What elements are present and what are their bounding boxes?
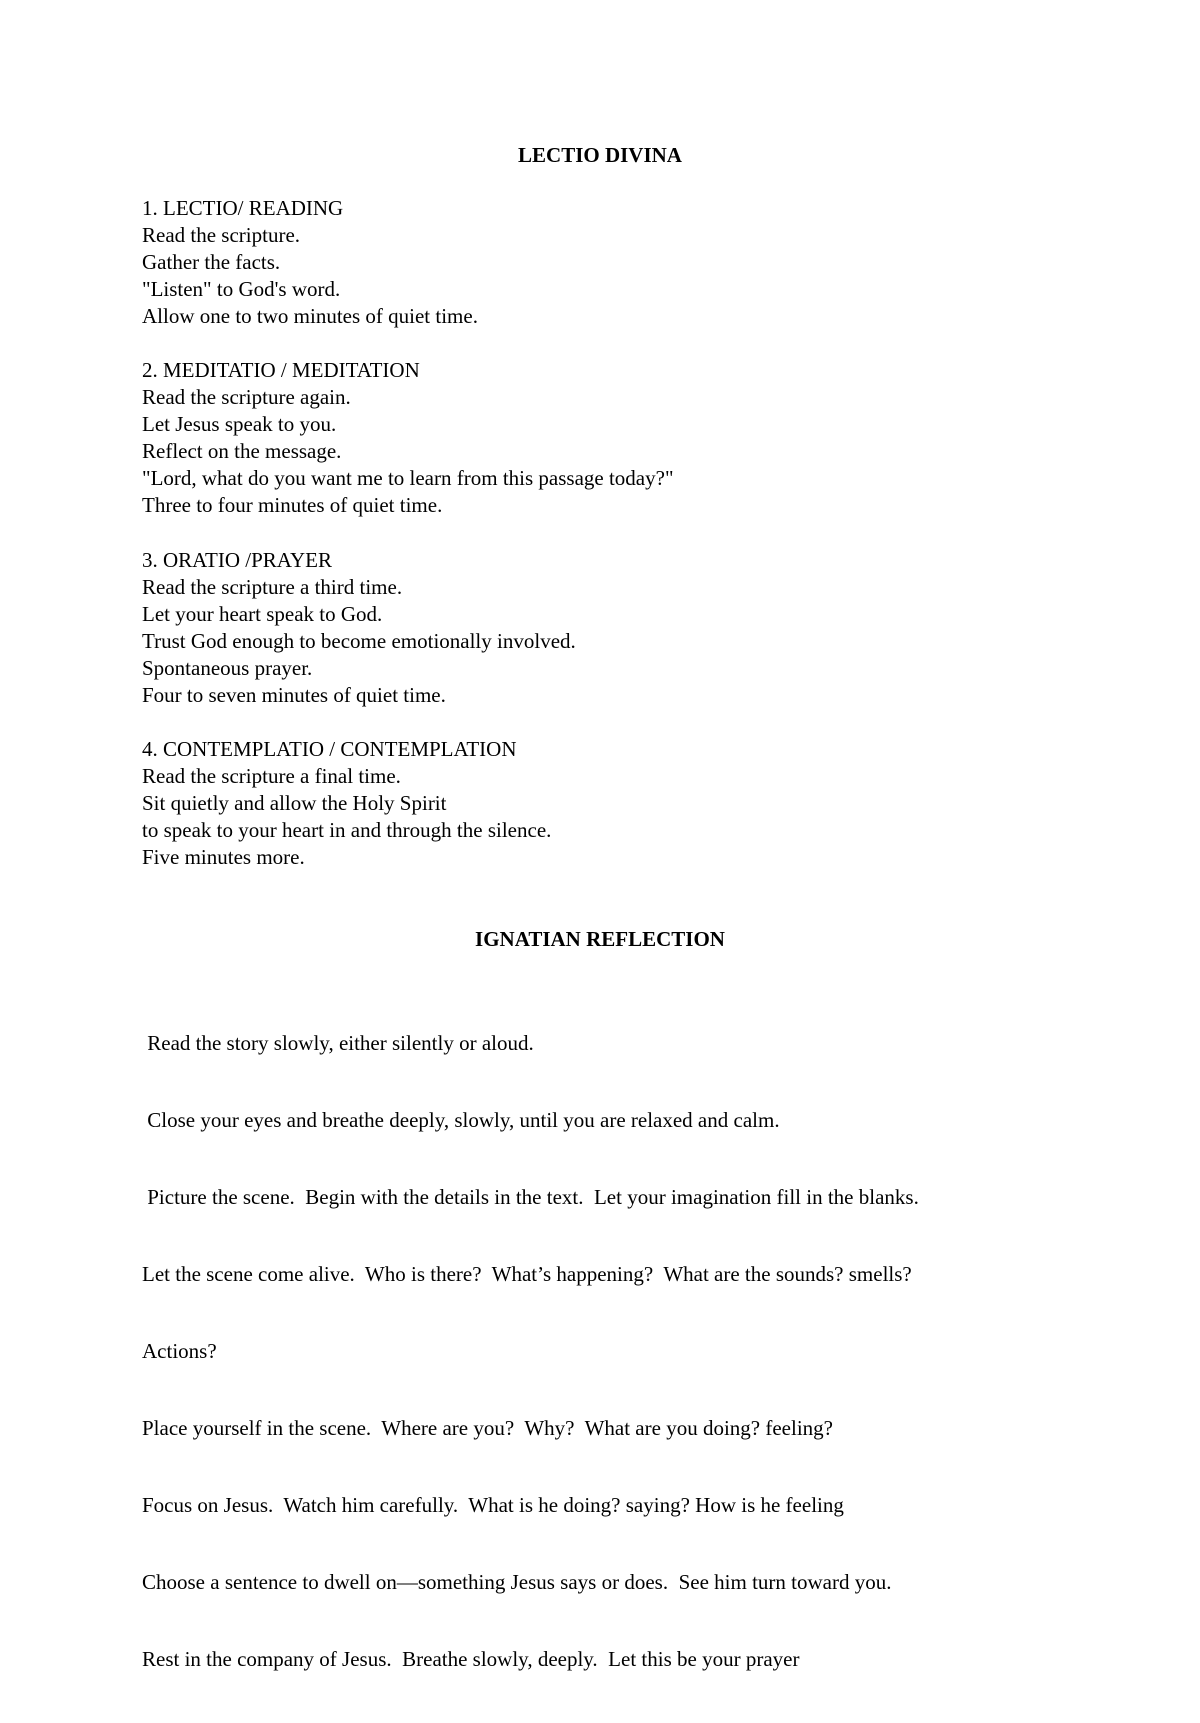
section-line: Five minutes more. [142, 845, 305, 869]
section-line: Read the scripture again. [142, 385, 351, 409]
ignatian-line: Read the story slowly, either silently or aloud. [142, 1031, 534, 1055]
section-ignatian-reflection [142, 980, 1102, 1723]
section-line: Read the scripture. [142, 223, 301, 247]
section-line: Gather the facts. [142, 250, 281, 274]
ignatian-line: Picture the scene. Begin with the details in the text. Let your imagination fill in the blanks. [142, 1185, 919, 1209]
section-line: "Listen" to God's word. [142, 277, 341, 301]
section-line: Spontaneous prayer. [142, 656, 313, 680]
ignatian-line: Actions? [142, 1339, 217, 1363]
section-heading: 1. LECTIO/ READING [142, 196, 344, 220]
section-line: Read the scripture a third time. [142, 575, 403, 599]
ignatian-reflection-title: IGNATIAN REFLECTION [475, 927, 725, 951]
section-meditatio-meditation [142, 357, 1102, 519]
section-line: "Lord, what do you want me to learn from this passage today?" [142, 466, 674, 490]
section-line: Three to four minutes of quiet time. [142, 493, 443, 517]
section-line: Allow one to two minutes of quiet time. [142, 304, 478, 328]
section-contemplatio-contemplation [142, 736, 1102, 871]
ignatian-line: Choose a sentence to dwell on—something Jesus says or does. See him turn toward you. [142, 1570, 892, 1594]
section-line: Four to seven minutes of quiet time. [142, 683, 446, 707]
section-heading: 3. ORATIO /PRAYER [142, 548, 333, 572]
section-heading: 2. MEDITATIO / MEDITATION [142, 358, 420, 382]
lectio-divina-title: LECTIO DIVINA [518, 143, 682, 167]
section-heading: 4. CONTEMPLATIO / CONTEMPLATION [142, 737, 517, 761]
section-line: Let your heart speak to God. [142, 602, 383, 626]
section-lectio-reading [142, 195, 1102, 330]
section-oratio-prayer [142, 547, 1102, 709]
section-line: Trust God enough to become emotionally involved. [142, 629, 576, 653]
section-line: Read the scripture a final time. [142, 764, 401, 788]
section-line: Reflect on the message. [142, 439, 342, 463]
ignatian-line: Close your eyes and breathe deeply, slowly, until you are relaxed and calm. [142, 1108, 780, 1132]
section-line: Let Jesus speak to you. [142, 412, 337, 436]
ignatian-line: Place yourself in the scene. Where are you? Why? What are you doing? feeling? [142, 1416, 833, 1440]
ignatian-line: Rest in the company of Jesus. Breathe slowly, deeply. Let this be your prayer [142, 1647, 800, 1671]
section-line: to speak to your heart in and through the silence. [142, 818, 552, 842]
ignatian-line: Focus on Jesus. Watch him carefully. What is he doing? saying? How is he feeling [142, 1493, 844, 1517]
ignatian-line: Let the scene come alive. Who is there? What’s happening? What are the sounds? smells? [142, 1262, 912, 1286]
section-line: Sit quietly and allow the Holy Spirit [142, 791, 447, 815]
